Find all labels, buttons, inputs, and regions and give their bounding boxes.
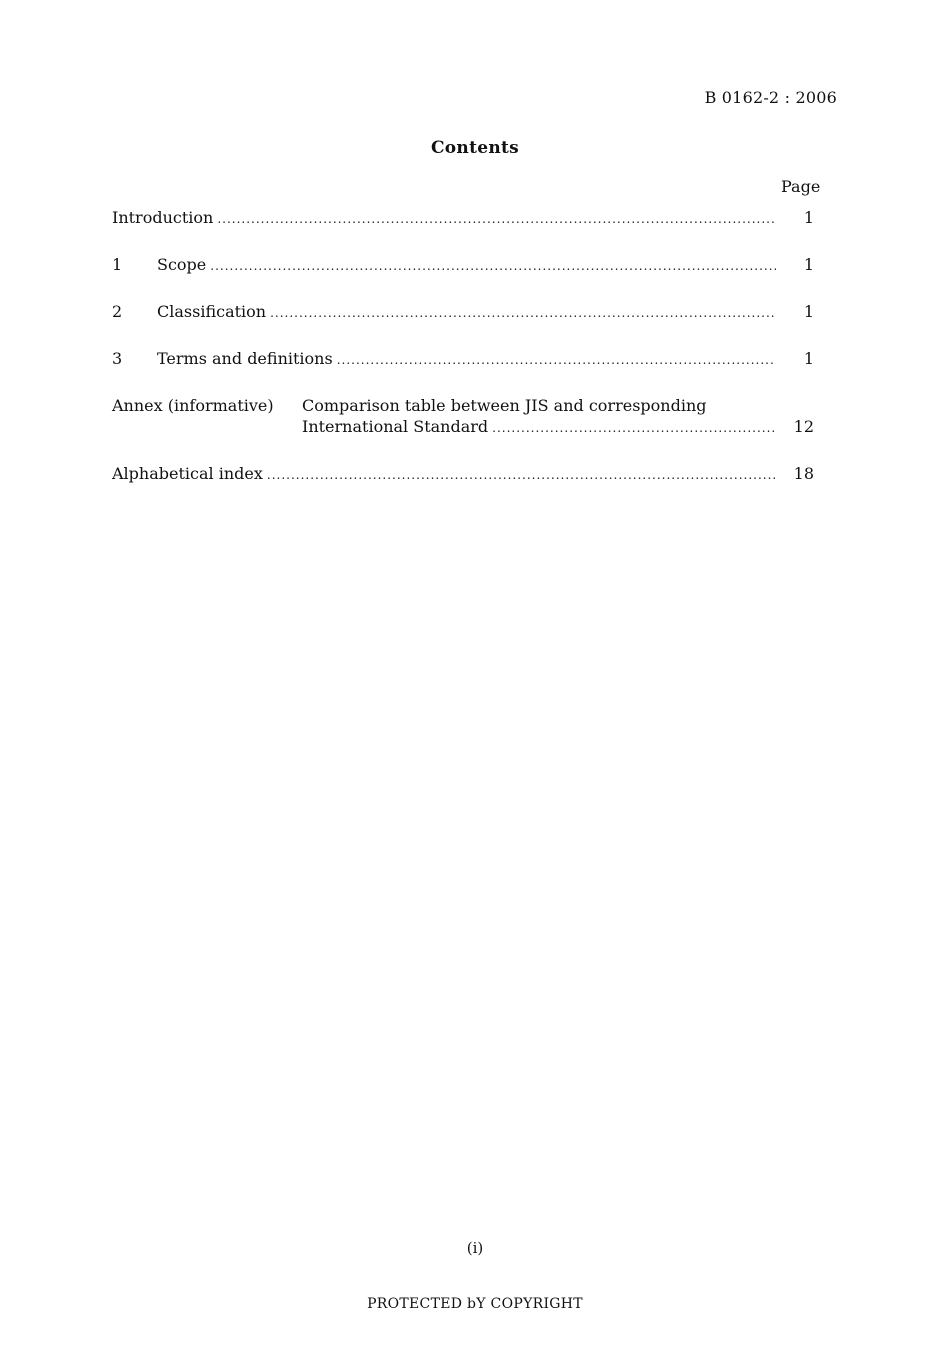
toc-entry-page: 18 xyxy=(793,464,814,483)
toc-entry-page: 1 xyxy=(803,255,814,274)
annex-title-line1: Comparison table between JIS and corresponding xyxy=(302,396,707,415)
standard-number: B 0162-2 : 2006 xyxy=(704,88,837,107)
toc-entry-terms-and-definitions[interactable] xyxy=(112,348,814,370)
toc-entry-title: Scope xyxy=(157,255,207,274)
toc-entry-number: 2 xyxy=(112,302,123,321)
dot-leader xyxy=(267,464,776,485)
dot-leader xyxy=(270,302,776,323)
toc-entry-title: Classification xyxy=(157,302,267,321)
toc-entry-annex[interactable] xyxy=(112,395,814,439)
annex-label: Annex (informative) xyxy=(112,396,274,415)
dot-leader xyxy=(210,255,776,276)
contents-title: Contents xyxy=(430,138,520,158)
toc-entry-page: 12 xyxy=(793,417,814,436)
dot-leader xyxy=(492,417,776,438)
annex-title-line2: International Standard xyxy=(302,417,489,436)
toc-entry-page: 1 xyxy=(803,349,814,368)
toc-entry-number: 1 xyxy=(112,255,123,274)
toc-entry-page: 1 xyxy=(803,208,814,227)
toc-entry-classification[interactable] xyxy=(112,301,814,323)
toc-entry-scope[interactable] xyxy=(112,254,814,276)
toc-entry-number: 3 xyxy=(112,349,123,368)
toc-entry-introduction[interactable] xyxy=(112,207,814,229)
toc-entry-title: Terms and definitions xyxy=(157,349,333,368)
page-column-label: Page xyxy=(781,177,821,196)
toc-entry-title: Alphabetical index xyxy=(112,464,263,483)
toc-entry-page: 1 xyxy=(803,302,814,321)
toc-entry-title: Introduction xyxy=(112,208,214,227)
dot-leader xyxy=(217,208,776,229)
copyright-notice: PROTECTED bY COPYRIGHT xyxy=(367,1296,583,1312)
page-marker: (i) xyxy=(466,1239,484,1257)
toc-entry-alphabetical-index[interactable] xyxy=(112,463,814,485)
dot-leader xyxy=(337,349,776,370)
